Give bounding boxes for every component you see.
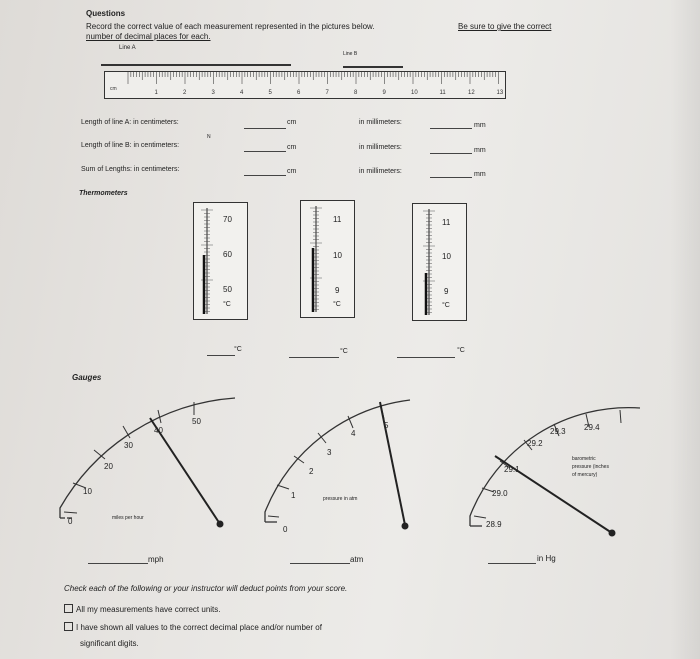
gauge-speed-label-20: 20: [104, 462, 113, 471]
checklist-item-decimals[interactable]: [64, 622, 322, 632]
sum-cm-unit: cm: [287, 168, 297, 175]
checklist-item-decimals-line1: I have shown all values to the correct decimal place and/or number of: [76, 623, 322, 632]
sum-mm-label: in millimeters:: [359, 168, 402, 175]
checklist-item-units[interactable]: [64, 604, 221, 614]
length-b-label: Length of line B: in centimeters:: [81, 142, 180, 149]
gauge-atm-label-3: 3: [327, 448, 332, 457]
length-b-mm-blank[interactable]: [430, 153, 472, 154]
thermometer-2-label-9: 9: [335, 286, 340, 295]
thermometer-3-label-11: 11: [442, 218, 451, 227]
instructions-emphasis-2: number of decimal places for each.: [86, 32, 211, 41]
checklist-intro: Check each of the following or your instructor will deduct points from your score.: [64, 584, 348, 593]
thermometers-heading: Thermometers: [79, 190, 128, 197]
gauge-barometer-label-29.3: 29.3: [550, 427, 566, 436]
gauge-speed-answer-blank[interactable]: [88, 563, 148, 564]
length-a-cm-unit: cm: [287, 119, 297, 126]
gauge-speed-label-40: 40: [154, 426, 163, 435]
ruler-tick-label: 11: [439, 90, 446, 96]
gauge-speed-label-30: 30: [124, 441, 133, 450]
ruler-tick-label: 9: [382, 90, 386, 96]
thermometer-1-unit: °C: [223, 301, 231, 308]
gauge-atm-answer-blank[interactable]: [290, 563, 350, 564]
gauge-barometer: [460, 398, 655, 538]
instructions-emphasis-1: Be sure to give the correct: [458, 22, 552, 31]
thermometer-2-label-11: 11: [333, 215, 342, 224]
checklist-item-units-label: All my measurements have correct units.: [76, 605, 221, 614]
thermometer-3-label-9: 9: [444, 287, 449, 296]
gauge-speed: [50, 390, 240, 530]
length-b-mm-unit: mm: [474, 147, 486, 154]
thermometer-2-answer-blank[interactable]: [289, 357, 339, 358]
thermometer-3-answer-blank[interactable]: [397, 357, 455, 358]
gauge-atm-label-1: 1: [291, 491, 296, 500]
ruler-tick-label: 3: [211, 90, 215, 96]
gauge-barometer-label-29.2: 29.2: [527, 439, 543, 448]
thermometer-3-answer-unit: °C: [457, 347, 465, 354]
thermometer-1-label-60: 60: [223, 250, 232, 259]
thermometer-3-label-10: 10: [442, 252, 451, 261]
line-b: [343, 66, 403, 68]
sum-mm-blank[interactable]: [430, 177, 472, 178]
thermometer-2: [300, 200, 355, 318]
gauge-barometer-answer-blank[interactable]: [488, 563, 536, 564]
gauge-barometer-caption-1: barometric: [572, 456, 596, 462]
ruler-tick-label: 4: [240, 90, 244, 96]
gauge-speed-label-10: 10: [83, 487, 92, 496]
gauge-barometer-caption-3: of mercury): [572, 472, 598, 478]
gauge-barometer-label-28.9: 28.9: [486, 520, 502, 529]
line-a: [101, 64, 291, 66]
length-a-mm-label: in millimeters:: [359, 119, 402, 126]
thermometer-1-label-70: 70: [223, 215, 232, 224]
gauge-speed-label-0: 0: [68, 517, 73, 526]
thermometer-2-unit: °C: [333, 301, 341, 308]
gauge-atm-label-0: 0: [283, 525, 288, 532]
gauge-speed-caption: miles per hour: [112, 515, 144, 521]
gauge-barometer-label-29.4: 29.4: [584, 423, 600, 432]
checklist-item-decimals-line2: significant digits.: [80, 639, 139, 648]
length-a-label: Length of line A: in centimeters:: [81, 119, 179, 126]
length-a-mm-blank[interactable]: [430, 128, 472, 129]
gauge-barometer-label-29.0: 29.0: [492, 489, 508, 498]
length-b-mm-label: in millimeters:: [359, 144, 402, 151]
length-a-cm-blank[interactable]: [244, 128, 286, 129]
gauge-barometer-caption-2: pressure (inches: [572, 464, 609, 470]
gauge-atm-answer-unit: atm: [350, 555, 364, 564]
gauge-barometer-answer-unit: in Hg: [537, 554, 556, 563]
sum-cm-blank[interactable]: [244, 175, 286, 176]
instructions-lead: Record the correct value of each measurement represented in the pictures below.: [86, 22, 375, 31]
gauge-atm-label-2: 2: [309, 467, 314, 476]
line-b-label: Line B: [343, 51, 358, 57]
ruler-tick-label: 12: [468, 90, 475, 96]
line-a-label: Line A: [119, 45, 136, 51]
thermometer-3: [412, 203, 467, 321]
gauge-speed-label-50: 50: [192, 417, 201, 426]
thermometer-1-label-50: 50: [223, 285, 232, 294]
length-b-cm-unit: cm: [287, 144, 297, 151]
gauge-atm-label-5: 5: [384, 421, 389, 430]
ruler: [104, 71, 506, 99]
thermometer-1-answer-blank[interactable]: [207, 355, 235, 356]
thermometer-3-unit: °C: [442, 302, 450, 309]
ruler-tick-label: 5: [268, 90, 272, 96]
ruler-tick-label: 10: [411, 90, 418, 96]
sum-mm-unit: mm: [474, 171, 486, 178]
questions-heading: Questions: [86, 9, 126, 18]
length-a-mm-unit: mm: [474, 122, 486, 129]
gauge-barometer-label-29.1: 29.1: [504, 465, 520, 474]
ruler-tick-label: 1: [154, 90, 158, 96]
thermometer-1-answer-unit: °C: [234, 346, 242, 353]
ruler-tick-label: 6: [297, 90, 301, 96]
ruler-unit-label: cm: [110, 86, 117, 92]
sum-lengths-label: Sum of Lengths: in centimeters:: [81, 166, 180, 173]
ruler-tick-label: 2: [183, 90, 187, 96]
length-b-cm-blank[interactable]: [244, 151, 286, 152]
thermometer-2-answer-unit: °C: [340, 348, 348, 355]
ruler-tick-label: 7: [325, 90, 329, 96]
thermometer-1: [193, 202, 248, 320]
ruler-tick-label: 13: [496, 90, 504, 96]
gauge-atm-label-4: 4: [351, 429, 356, 438]
gauges-heading: Gauges: [72, 373, 102, 382]
gauge-atm: [255, 392, 425, 532]
gauge-atm-caption: pressure in atm: [323, 496, 358, 502]
checkbox-units[interactable]: [64, 604, 73, 613]
gauge-speed-answer-unit: mph: [148, 555, 164, 564]
thermometer-2-label-10: 10: [333, 251, 342, 260]
checkbox-decimals[interactable]: [64, 622, 73, 631]
ruler-tick-label: 8: [354, 90, 358, 96]
scribble-mark: N: [207, 134, 211, 140]
